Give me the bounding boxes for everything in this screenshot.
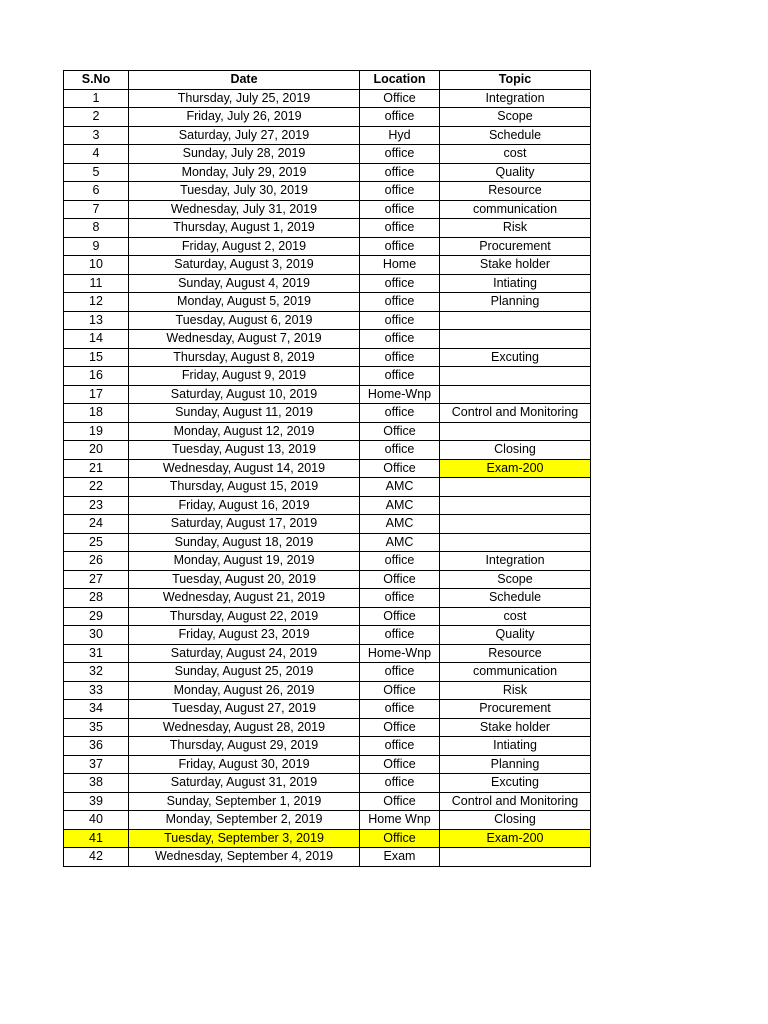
table-row (64, 644, 591, 663)
cell-location[interactable]: Home (360, 256, 440, 275)
cell-topic[interactable] (440, 311, 591, 330)
cell-sno[interactable]: 41 (64, 829, 129, 848)
cell-location[interactable]: office (360, 737, 440, 756)
cell-topic[interactable]: Integration (440, 89, 591, 108)
cell-sno[interactable]: 31 (64, 644, 129, 663)
cell-date[interactable]: Friday, August 16, 2019 (129, 496, 360, 515)
cell-location[interactable]: office (360, 404, 440, 423)
cell-topic[interactable]: cost (440, 607, 591, 626)
table-row (64, 441, 591, 460)
cell-topic[interactable]: Excuting (440, 348, 591, 367)
cell-sno[interactable]: 20 (64, 441, 129, 460)
cell-topic[interactable]: Closing (440, 441, 591, 460)
table-row (64, 626, 591, 645)
cell-date[interactable]: Sunday, August 25, 2019 (129, 663, 360, 682)
cell-date[interactable]: Thursday, August 8, 2019 (129, 348, 360, 367)
cell-date[interactable]: Saturday, August 17, 2019 (129, 515, 360, 534)
table-row (64, 459, 591, 478)
cell-date[interactable]: Thursday, August 1, 2019 (129, 219, 360, 238)
cell-topic[interactable]: Stake holder (440, 256, 591, 275)
cell-date[interactable]: Saturday, July 27, 2019 (129, 126, 360, 145)
cell-date[interactable]: Wednesday, August 14, 2019 (129, 459, 360, 478)
table-row (64, 89, 591, 108)
table-row (64, 163, 591, 182)
cell-sno[interactable]: 15 (64, 348, 129, 367)
cell-sno[interactable]: 30 (64, 626, 129, 645)
cell-location[interactable]: Hyd (360, 126, 440, 145)
cell-date[interactable]: Monday, July 29, 2019 (129, 163, 360, 182)
header-sno[interactable]: S.No (64, 71, 129, 90)
cell-date[interactable]: Monday, August 5, 2019 (129, 293, 360, 312)
table-row (64, 478, 591, 497)
cell-topic[interactable]: Intiating (440, 737, 591, 756)
cell-location[interactable]: Office (360, 718, 440, 737)
cell-topic[interactable]: Control and Monitoring (440, 404, 591, 423)
header-topic[interactable]: Topic (440, 71, 591, 90)
cell-topic[interactable]: Quality (440, 163, 591, 182)
table-row (64, 348, 591, 367)
header-row (64, 71, 591, 90)
cell-location[interactable]: AMC (360, 533, 440, 552)
cell-location[interactable]: office (360, 293, 440, 312)
cell-sno[interactable]: 19 (64, 422, 129, 441)
cell-date[interactable]: Sunday, August 4, 2019 (129, 274, 360, 293)
table-row (64, 607, 591, 626)
cell-location[interactable]: office (360, 774, 440, 793)
cell-sno[interactable]: 6 (64, 182, 129, 201)
cell-date[interactable]: Saturday, August 3, 2019 (129, 256, 360, 275)
cell-date[interactable]: Thursday, August 15, 2019 (129, 478, 360, 497)
cell-date[interactable]: Monday, August 12, 2019 (129, 422, 360, 441)
cell-location[interactable]: office (360, 108, 440, 127)
cell-sno[interactable]: 4 (64, 145, 129, 164)
table-row (64, 792, 591, 811)
table-row (64, 367, 591, 386)
cell-sno[interactable]: 32 (64, 663, 129, 682)
cell-date[interactable]: Wednesday, August 7, 2019 (129, 330, 360, 349)
cell-date[interactable]: Wednesday, September 4, 2019 (129, 848, 360, 867)
cell-date[interactable]: Friday, August 9, 2019 (129, 367, 360, 386)
table-row (64, 811, 591, 830)
cell-location[interactable]: office (360, 182, 440, 201)
cell-location[interactable]: Office (360, 89, 440, 108)
cell-sno[interactable]: 22 (64, 478, 129, 497)
table-header (64, 71, 591, 90)
cell-date[interactable]: Monday, September 2, 2019 (129, 811, 360, 830)
cell-sno[interactable]: 8 (64, 219, 129, 238)
cell-sno[interactable]: 5 (64, 163, 129, 182)
cell-sno[interactable]: 42 (64, 848, 129, 867)
cell-date[interactable]: Sunday, September 1, 2019 (129, 792, 360, 811)
cell-topic[interactable]: Procurement (440, 237, 591, 256)
cell-topic[interactable] (440, 496, 591, 515)
table-row (64, 108, 591, 127)
cell-topic[interactable]: Schedule (440, 126, 591, 145)
table-row (64, 404, 591, 423)
cell-topic[interactable] (440, 330, 591, 349)
cell-sno[interactable]: 12 (64, 293, 129, 312)
cell-topic[interactable]: Planning (440, 293, 591, 312)
cell-topic[interactable]: Control and Monitoring (440, 792, 591, 811)
cell-location[interactable]: office (360, 552, 440, 571)
cell-sno[interactable]: 18 (64, 404, 129, 423)
table-row (64, 589, 591, 608)
table-row (64, 237, 591, 256)
table-row (64, 219, 591, 238)
cell-sno[interactable]: 28 (64, 589, 129, 608)
cell-date[interactable]: Friday, August 30, 2019 (129, 755, 360, 774)
cell-date[interactable]: Sunday, August 18, 2019 (129, 533, 360, 552)
table-row (64, 829, 591, 848)
table-row (64, 256, 591, 275)
cell-date[interactable]: Tuesday, August 27, 2019 (129, 700, 360, 719)
cell-date[interactable]: Sunday, August 11, 2019 (129, 404, 360, 423)
cell-location[interactable]: office (360, 663, 440, 682)
cell-location[interactable]: AMC (360, 496, 440, 515)
cell-topic[interactable]: Schedule (440, 589, 591, 608)
cell-topic[interactable]: Procurement (440, 700, 591, 719)
cell-location[interactable]: AMC (360, 478, 440, 497)
cell-topic[interactable]: Integration (440, 552, 591, 571)
cell-location[interactable]: office (360, 441, 440, 460)
table-row (64, 200, 591, 219)
cell-topic[interactable]: Intiating (440, 274, 591, 293)
cell-sno[interactable]: 16 (64, 367, 129, 386)
cell-location[interactable]: office (360, 311, 440, 330)
cell-sno[interactable]: 40 (64, 811, 129, 830)
schedule-sheet (63, 70, 591, 867)
cell-topic[interactable]: Exam-200 (440, 829, 591, 848)
cell-topic[interactable]: Stake holder (440, 718, 591, 737)
table-row (64, 681, 591, 700)
cell-sno[interactable]: 11 (64, 274, 129, 293)
table-row (64, 515, 591, 534)
cell-location[interactable]: office (360, 367, 440, 386)
cell-location[interactable]: Office (360, 422, 440, 441)
cell-location[interactable]: office (360, 626, 440, 645)
cell-sno[interactable]: 25 (64, 533, 129, 552)
cell-date[interactable]: Saturday, August 10, 2019 (129, 385, 360, 404)
cell-topic[interactable]: Scope (440, 108, 591, 127)
cell-sno[interactable]: 21 (64, 459, 129, 478)
cell-topic[interactable]: Exam-200 (440, 459, 591, 478)
table-row (64, 126, 591, 145)
cell-sno[interactable]: 38 (64, 774, 129, 793)
cell-location[interactable]: office (360, 348, 440, 367)
table-row (64, 385, 591, 404)
cell-sno[interactable]: 33 (64, 681, 129, 700)
cell-topic[interactable] (440, 515, 591, 534)
cell-topic[interactable]: Risk (440, 681, 591, 700)
table-row (64, 718, 591, 737)
cell-location[interactable]: office (360, 237, 440, 256)
table-row (64, 552, 591, 571)
cell-sno[interactable]: 34 (64, 700, 129, 719)
cell-topic[interactable]: cost (440, 145, 591, 164)
table-row (64, 755, 591, 774)
table-row (64, 145, 591, 164)
table-row (64, 293, 591, 312)
cell-date[interactable]: Thursday, July 25, 2019 (129, 89, 360, 108)
table-row (64, 663, 591, 682)
cell-topic[interactable]: Scope (440, 570, 591, 589)
table-row (64, 700, 591, 719)
table-row (64, 737, 591, 756)
cell-date[interactable]: Wednesday, August 21, 2019 (129, 589, 360, 608)
cell-date[interactable]: Thursday, August 22, 2019 (129, 607, 360, 626)
cell-sno[interactable]: 2 (64, 108, 129, 127)
table-row (64, 311, 591, 330)
cell-sno[interactable]: 10 (64, 256, 129, 275)
cell-sno[interactable]: 37 (64, 755, 129, 774)
cell-sno[interactable]: 36 (64, 737, 129, 756)
cell-location[interactable]: office (360, 589, 440, 608)
cell-sno[interactable]: 13 (64, 311, 129, 330)
cell-date[interactable]: Tuesday, August 6, 2019 (129, 311, 360, 330)
cell-topic[interactable]: Planning (440, 755, 591, 774)
cell-location[interactable]: office (360, 700, 440, 719)
table-row (64, 848, 591, 867)
table-row (64, 496, 591, 515)
header-date[interactable]: Date (129, 71, 360, 90)
cell-topic[interactable] (440, 422, 591, 441)
cell-sno[interactable]: 7 (64, 200, 129, 219)
cell-location[interactable]: Office (360, 681, 440, 700)
cell-topic[interactable]: Excuting (440, 774, 591, 793)
cell-location[interactable]: Office (360, 792, 440, 811)
cell-location[interactable]: Home-Wnp (360, 644, 440, 663)
cell-date[interactable]: Wednesday, July 31, 2019 (129, 200, 360, 219)
cell-topic[interactable]: Resource (440, 644, 591, 663)
cell-topic[interactable] (440, 367, 591, 386)
cell-topic[interactable]: communication (440, 663, 591, 682)
cell-date[interactable]: Tuesday, September 3, 2019 (129, 829, 360, 848)
cell-date[interactable]: Friday, August 23, 2019 (129, 626, 360, 645)
cell-topic[interactable]: Quality (440, 626, 591, 645)
cell-sno[interactable]: 23 (64, 496, 129, 515)
cell-location[interactable]: office (360, 274, 440, 293)
cell-date[interactable]: Friday, August 2, 2019 (129, 237, 360, 256)
cell-sno[interactable]: 3 (64, 126, 129, 145)
cell-topic[interactable] (440, 478, 591, 497)
cell-date[interactable]: Sunday, July 28, 2019 (129, 145, 360, 164)
cell-date[interactable]: Wednesday, August 28, 2019 (129, 718, 360, 737)
header-location[interactable]: Location (360, 71, 440, 90)
cell-date[interactable]: Tuesday, August 13, 2019 (129, 441, 360, 460)
cell-topic[interactable]: communication (440, 200, 591, 219)
cell-sno[interactable]: 27 (64, 570, 129, 589)
cell-topic[interactable]: Risk (440, 219, 591, 238)
cell-date[interactable]: Tuesday, August 20, 2019 (129, 570, 360, 589)
cell-date[interactable]: Monday, August 26, 2019 (129, 681, 360, 700)
schedule-table (63, 70, 591, 867)
cell-sno[interactable]: 39 (64, 792, 129, 811)
table-row (64, 182, 591, 201)
cell-sno[interactable]: 29 (64, 607, 129, 626)
cell-topic[interactable] (440, 385, 591, 404)
cell-location[interactable]: Office (360, 459, 440, 478)
cell-date[interactable]: Saturday, August 31, 2019 (129, 774, 360, 793)
cell-location[interactable]: AMC (360, 515, 440, 534)
cell-topic[interactable] (440, 533, 591, 552)
table-row (64, 274, 591, 293)
cell-sno[interactable]: 9 (64, 237, 129, 256)
table-row (64, 774, 591, 793)
cell-topic[interactable]: Resource (440, 182, 591, 201)
cell-location[interactable]: Exam (360, 848, 440, 867)
cell-location[interactable]: office (360, 330, 440, 349)
cell-location[interactable]: Office (360, 570, 440, 589)
cell-location[interactable]: office (360, 163, 440, 182)
cell-sno[interactable]: 17 (64, 385, 129, 404)
cell-location[interactable]: Office (360, 829, 440, 848)
table-row (64, 533, 591, 552)
cell-date[interactable]: Friday, July 26, 2019 (129, 108, 360, 127)
table-row (64, 570, 591, 589)
cell-topic[interactable] (440, 848, 591, 867)
cell-location[interactable]: office (360, 200, 440, 219)
cell-location[interactable]: Office (360, 755, 440, 774)
table-row (64, 422, 591, 441)
cell-sno[interactable]: 1 (64, 89, 129, 108)
cell-date[interactable]: Monday, August 19, 2019 (129, 552, 360, 571)
cell-location[interactable]: office (360, 145, 440, 164)
cell-sno[interactable]: 24 (64, 515, 129, 534)
cell-date[interactable]: Saturday, August 24, 2019 (129, 644, 360, 663)
cell-date[interactable]: Tuesday, July 30, 2019 (129, 182, 360, 201)
cell-sno[interactable]: 35 (64, 718, 129, 737)
cell-sno[interactable]: 14 (64, 330, 129, 349)
cell-topic[interactable]: Closing (440, 811, 591, 830)
cell-location[interactable]: Home Wnp (360, 811, 440, 830)
cell-sno[interactable]: 26 (64, 552, 129, 571)
cell-date[interactable]: Thursday, August 29, 2019 (129, 737, 360, 756)
table-row (64, 330, 591, 349)
table-body (64, 89, 591, 866)
cell-location[interactable]: office (360, 219, 440, 238)
cell-location[interactable]: Office (360, 607, 440, 626)
cell-location[interactable]: Home-Wnp (360, 385, 440, 404)
